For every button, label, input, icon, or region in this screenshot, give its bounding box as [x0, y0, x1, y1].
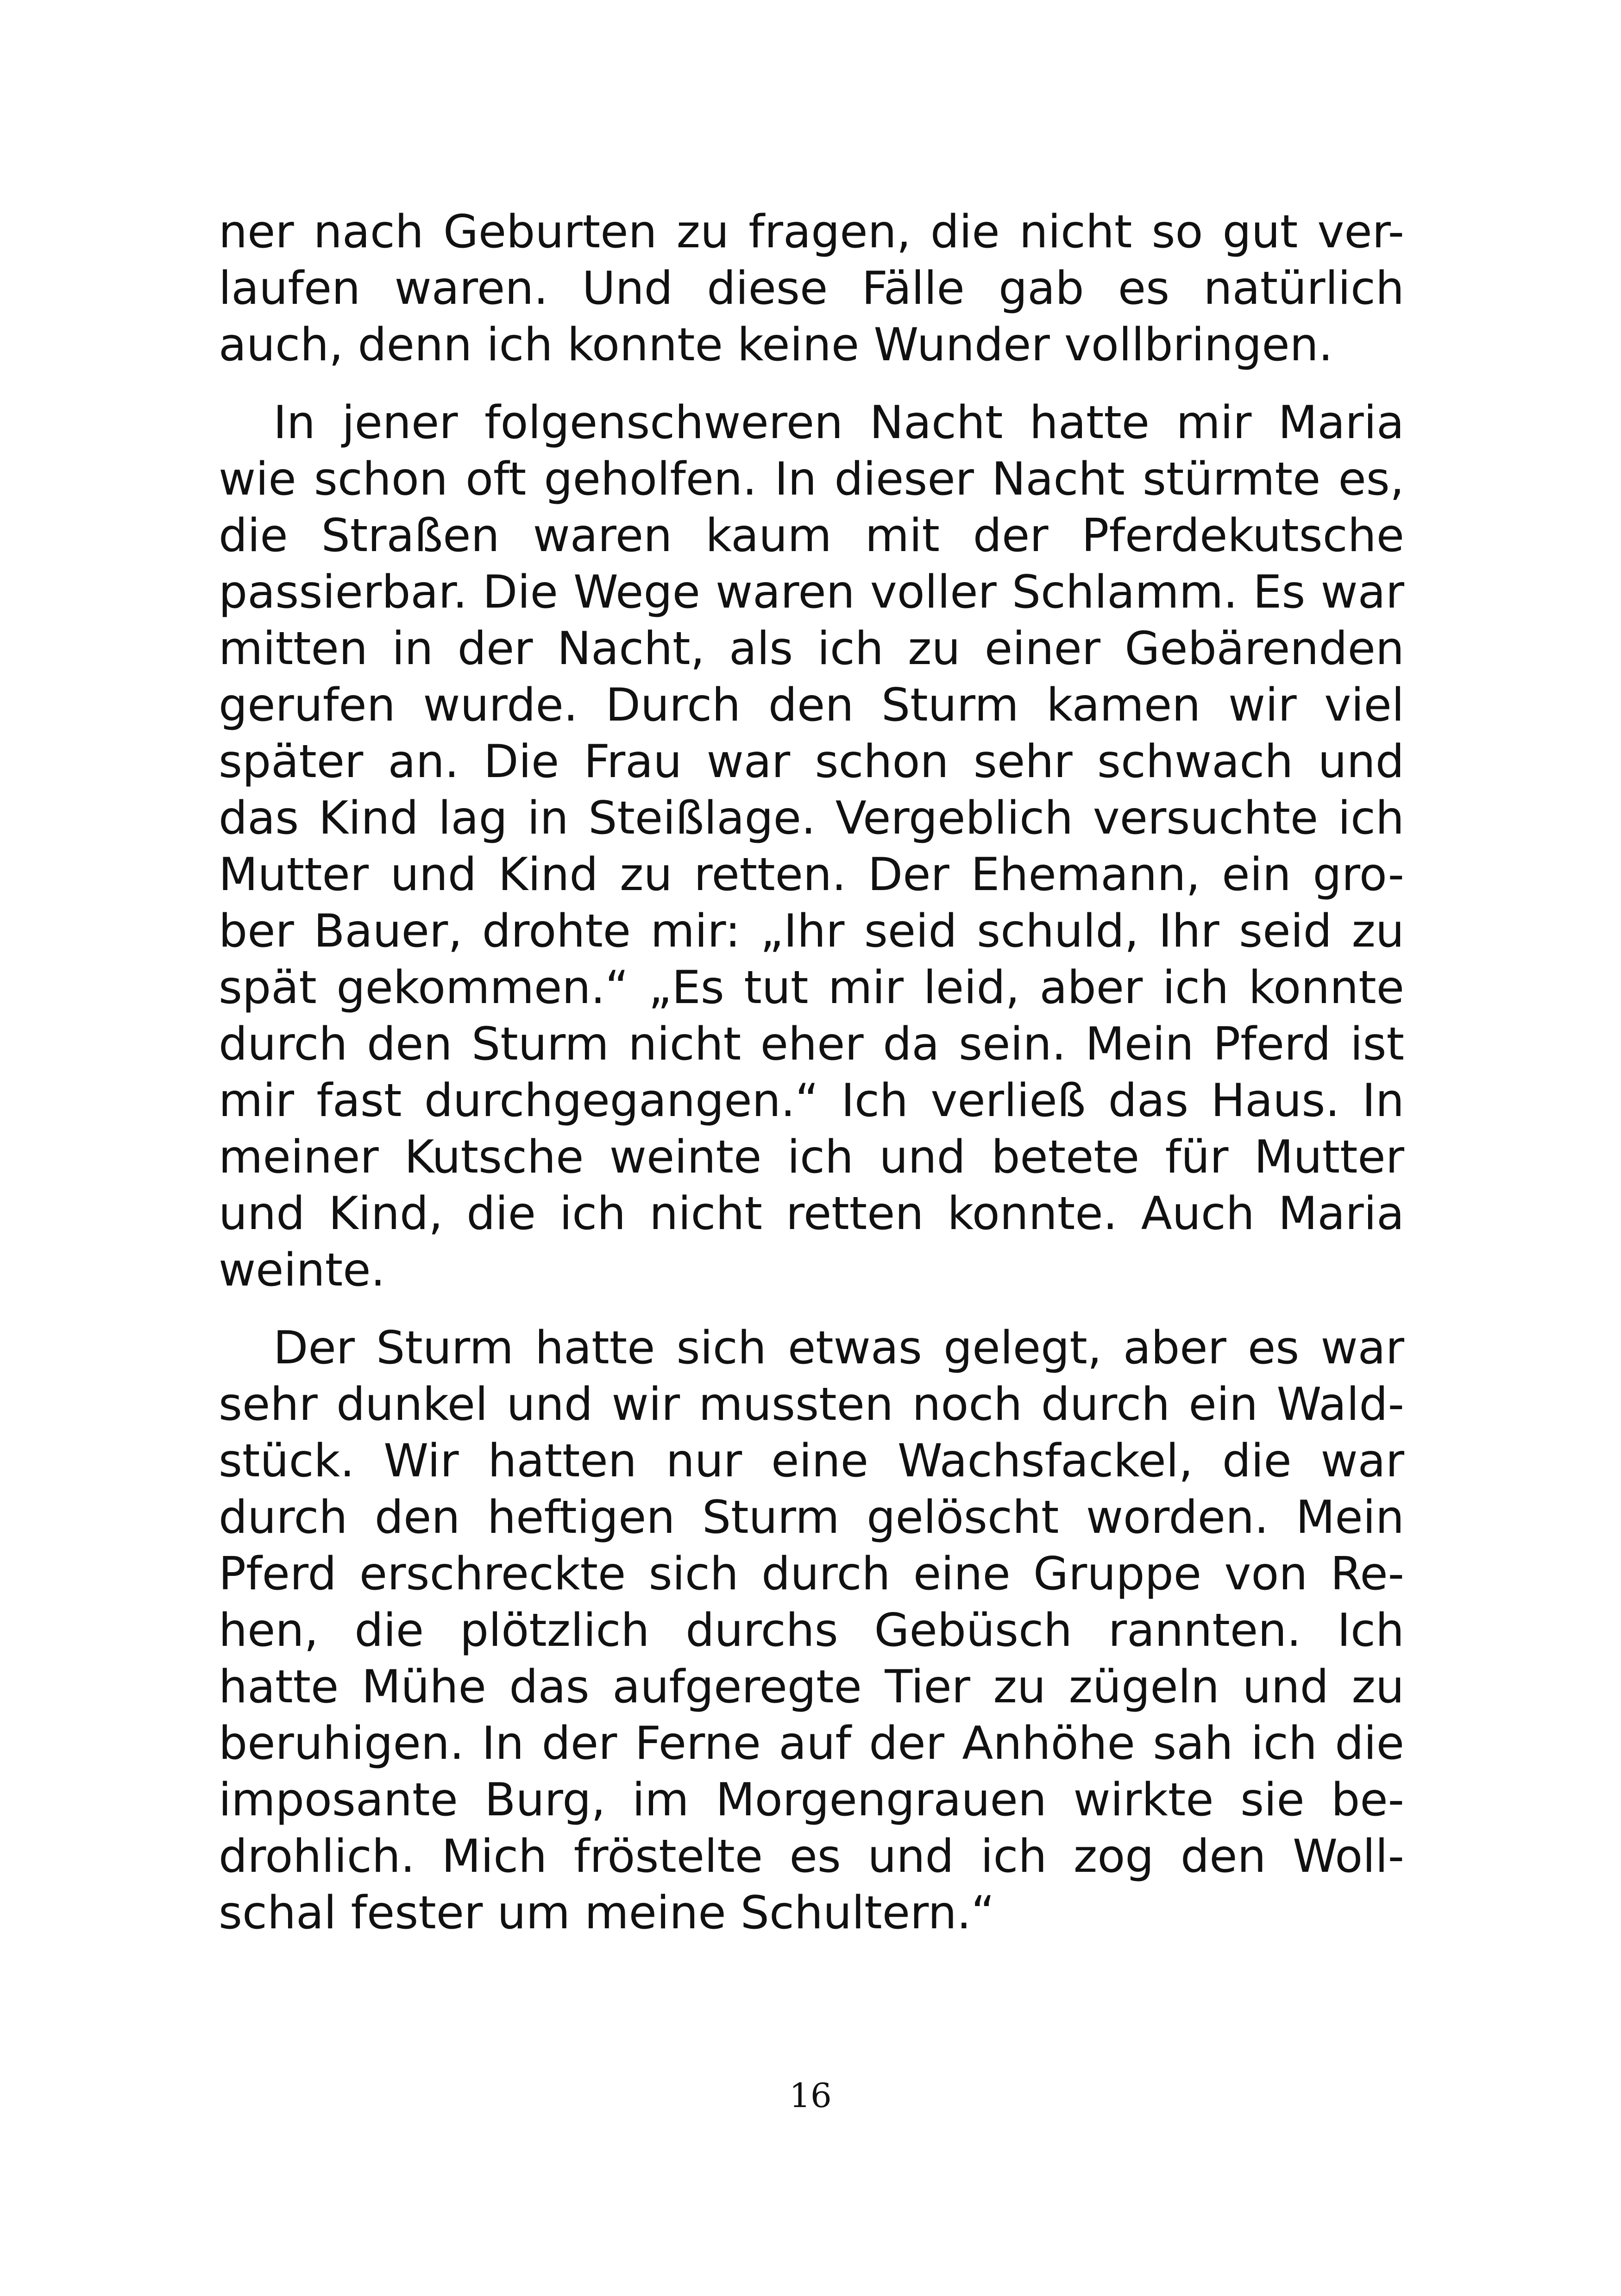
- paragraph-stormy-night: In jener folgenschweren Nacht hatte mir Maria wie schon oft geholfen. In dieser Nacht stürmte es, die Straßen waren kaum mit der Pferdekutsche passierbar. Die Wege waren voller Schlamm. Es war mitten in der Nacht, als ich zu einer Gebärenden gerufen wurde. Durch den Sturm kamen wir viel später an. Die Frau war schon sehr schwach und das Kind lag in Steißlage. Vergeblich versuchte ich Mutter und Kind zu retten. Der Ehemann, ein gro-ber Bauer, drohte mir: „Ihr seid schuld, Ihr seid zu spät gekommen.“ „Es tut mir leid, aber ich konnte durch den Sturm nicht eher da sein. Mein Pferd ist mir fast durchgegangen.“ Ich verließ das Haus. In meiner Kutsche weinte ich und betete für Mutter und Kind, die ich nicht retten konnte. Auch Maria weinte.: [219, 396, 1404, 1297]
- page-number: 16: [789, 2076, 832, 2115]
- paragraph-continuation: ner nach Geburten zu fragen, die nicht so gut ver-laufen waren. Und diese Fälle gab es natürlich auch, denn ich konnte keine Wunder vollbringen.: [219, 206, 1404, 371]
- paragraph-forest-ride: Der Sturm hatte sich etwas gelegt, aber es war sehr dunkel und wir mussten noch durch ein Wald-stück. Wir hatten nur eine Wachsfackel, die war durch den heftigen Sturm gelöscht worden. Mein Pferd erschreckte sich durch eine Gruppe von Re-hen, die plötzlich durchs Gebüsch rannten. Ich hatte Mühe das aufgeregte Tier zu zügeln und zu beruhigen. In der Ferne auf der Anhöhe sah ich die imposante Burg, im Morgengrauen wirkte sie be-drohlich. Mich fröstelte es und ich zog den Woll-schal fester um meine Schultern.“: [219, 1322, 1404, 1939]
- body-text: [219, 204, 1404, 1941]
